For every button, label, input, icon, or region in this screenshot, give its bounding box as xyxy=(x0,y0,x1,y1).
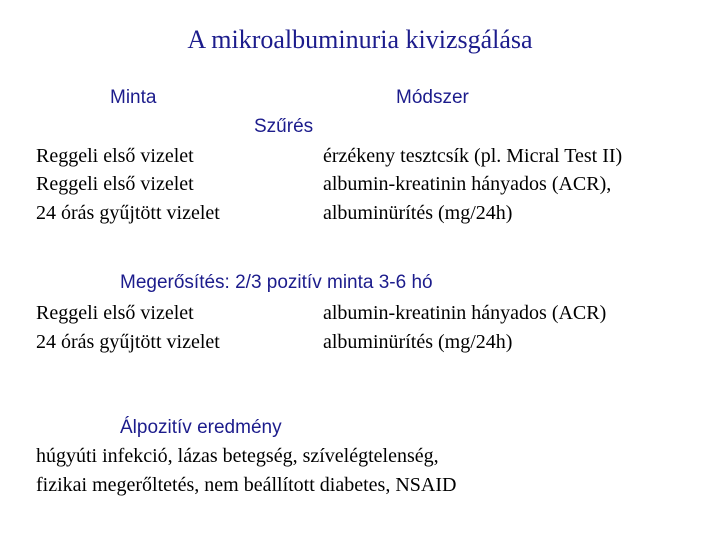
false-positive-line-2: fizikai megerőltetés, nem beállított diabetes, NSAID xyxy=(36,474,457,496)
confirmation-row-1-sample: Reggeli első vizelet xyxy=(36,302,194,324)
column-header-sample: Minta xyxy=(110,87,157,108)
section-label-false-positive: Álpozitív eredmény xyxy=(120,417,282,438)
screening-row-3-method: albuminürítés (mg/24h) xyxy=(323,202,513,224)
false-positive-line-1: húgyúti infekció, lázas betegség, szívelégtelenség, xyxy=(36,445,439,467)
screening-row-1-sample: Reggeli első vizelet xyxy=(36,145,194,167)
section-label-screening: Szűrés xyxy=(254,116,314,137)
confirmation-row-2-sample: 24 órás gyűjtött vizelet xyxy=(36,331,220,353)
screening-row-2-method: albumin-kreatinin hányados (ACR), xyxy=(323,173,612,195)
confirmation-row-2-method: albuminürítés (mg/24h) xyxy=(323,331,513,353)
page-title: A mikroalbuminuria kivizsgálása xyxy=(187,25,533,54)
screening-row-2-sample: Reggeli első vizelet xyxy=(36,173,194,195)
screening-row-3-sample: 24 órás gyűjtött vizelet xyxy=(36,202,220,224)
column-header-method: Módszer xyxy=(396,87,469,108)
section-label-confirmation: Megerősítés: 2/3 pozitív minta 3-6 hó xyxy=(120,272,433,293)
confirmation-row-1-method: albumin-kreatinin hányados (ACR) xyxy=(323,302,607,324)
screening-row-1-method: érzékeny tesztcsík (pl. Micral Test II) xyxy=(323,145,623,167)
